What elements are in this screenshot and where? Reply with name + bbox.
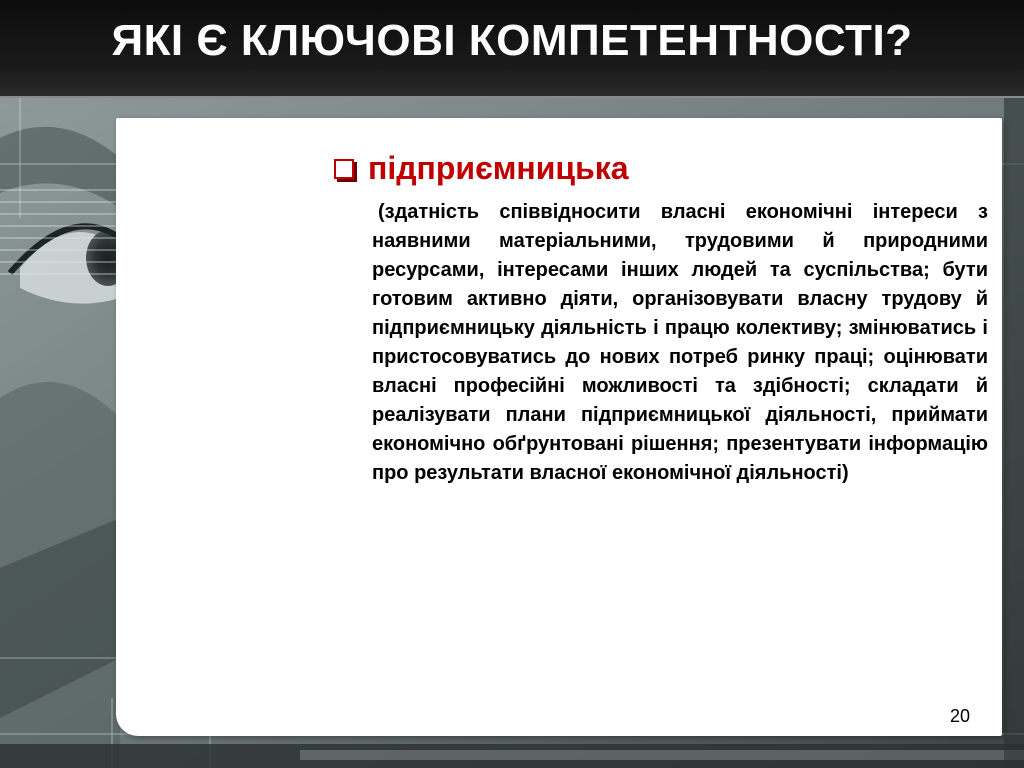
body-text: (здатність співвідносити власні економічні інтереси з наявними матеріальними, трудовими й природними ресурсами, інтересами інших людей та суспільства; бути готовим активно діяти, організовувати власну трудову й підприємницьку діяльність і працю колективу; змінюватись і пристосовуватись до нових потреб ринку праці; оцінювати власні професійні можливості та здібності; складати й реалізувати плани підприємницької діяльності, приймати економічно обґрунтовані рішення; презентувати інформацію про результати власної економічної діяльності) xyxy=(372,201,988,484)
page-number: 20 xyxy=(949,706,970,726)
slide-title: ЯКІ Є КЛЮЧОВІ КОМПЕТЕНТНОСТІ? xyxy=(111,16,913,65)
bullet-item xyxy=(334,148,629,188)
square-bullet-icon xyxy=(334,159,354,179)
title-bar xyxy=(0,0,1024,98)
bullet-heading: підприємницька xyxy=(368,150,629,186)
